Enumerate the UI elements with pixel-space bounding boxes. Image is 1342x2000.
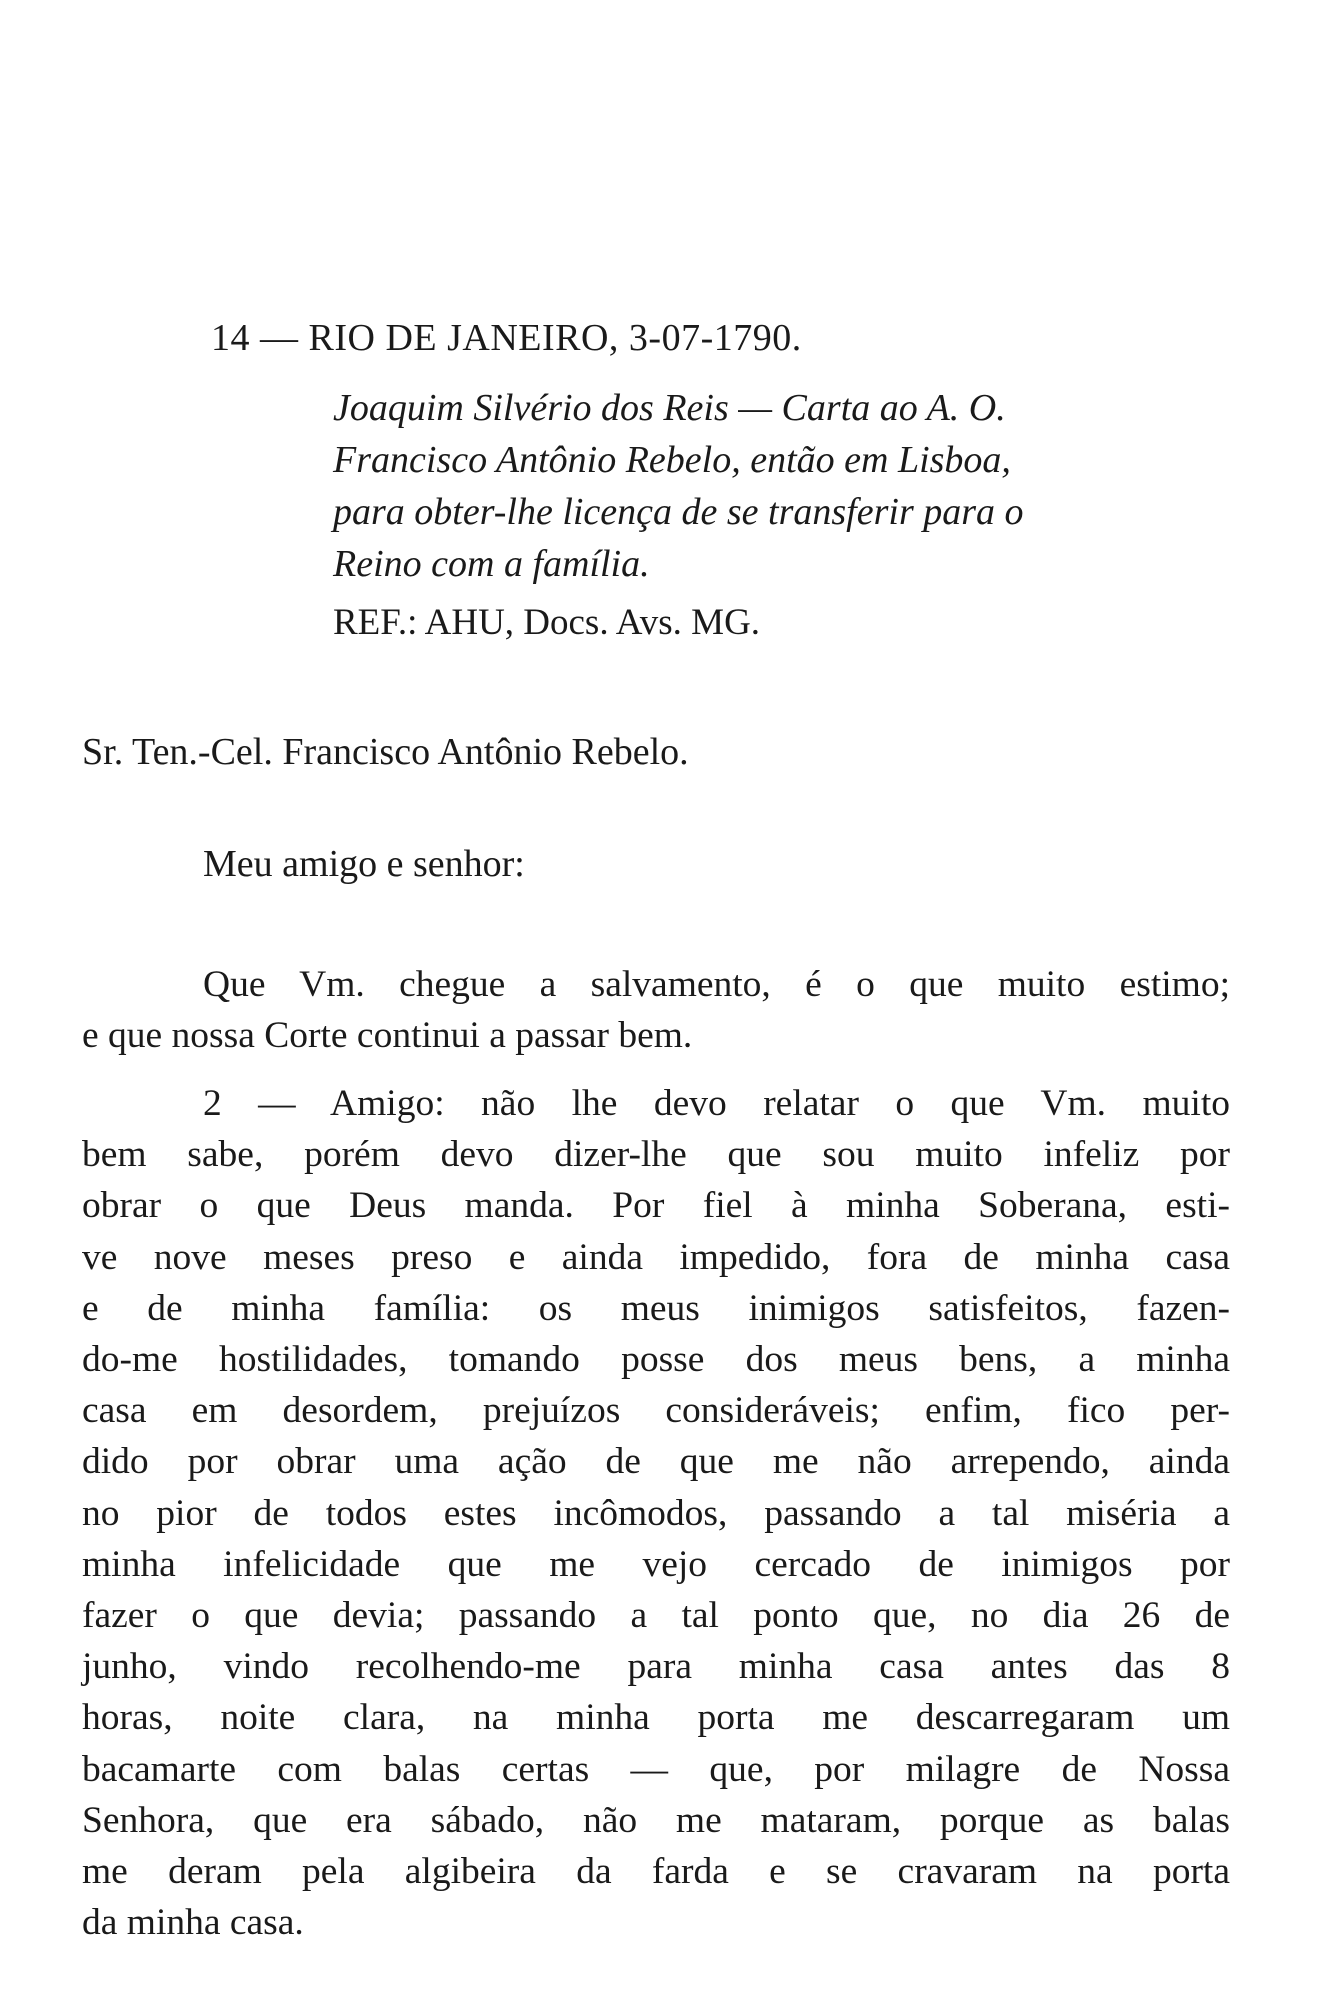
paragraph-line: bem sabe, porém devo dizer-lhe que sou muito infeliz por xyxy=(82,1134,1230,1176)
paragraph-line: dido por obrar uma ação de que me não arrependo, ainda xyxy=(82,1441,1230,1483)
paragraph-line: minha infelicidade que me vejo cercado de inimigos por xyxy=(82,1543,1230,1585)
summary-line: para obter-lhe licença de se transferir para o xyxy=(333,491,1024,533)
paragraph-line: do-me hostilidades, tomando posse dos meus bens, a minha xyxy=(82,1339,1230,1381)
paragraph-line: bacamarte com balas certas — que, por milagre de Nossa xyxy=(82,1748,1230,1790)
paragraph-line: no pior de todos estes incômodos, passando a tal miséria a xyxy=(82,1492,1230,1534)
letter-addressee: Sr. Ten.-Cel. Francisco Antônio Rebelo. xyxy=(82,731,689,773)
paragraph-line: da minha casa. xyxy=(82,1902,304,1944)
paragraph-line: casa em desordem, prejuízos consideráveis; enfim, fico per- xyxy=(82,1390,1230,1432)
paragraph-line: e que nossa Corte continui a passar bem. xyxy=(82,1015,693,1057)
paragraph-line: 2 — Amigo: não lhe devo relatar o que Vm. muito xyxy=(203,1083,1230,1124)
paragraph-line: e de minha família: os meus inimigos satisfeitos, fazen- xyxy=(82,1287,1230,1329)
paragraph-2 xyxy=(82,1078,1230,1948)
summary-line: Joaquim Silvério dos Reis — Carta ao A. O. xyxy=(333,387,1006,429)
document-heading: 14 — RIO DE JANEIRO, 3-07-1790. xyxy=(211,317,802,359)
paragraph-line: Senhora, que era sábado, não me mataram, porque as balas xyxy=(82,1799,1230,1841)
paragraph-1 xyxy=(82,959,1230,1061)
paragraph-line: junho, vindo recolhendo-me para minha casa antes das 8 xyxy=(82,1646,1230,1688)
paragraph-line: ve nove meses preso e ainda impedido, fora de minha casa xyxy=(82,1236,1230,1278)
paragraph-line: fazer o que devia; passando a tal ponto que, no dia 26 de xyxy=(82,1595,1230,1637)
reference-line: REF.: AHU, Docs. Avs. MG. xyxy=(333,602,761,643)
paragraph-line: me deram pela algibeira da farda e se cravaram na porta xyxy=(82,1851,1230,1893)
paragraph-line: horas, noite clara, na minha porta me descarregaram um xyxy=(82,1697,1230,1739)
document-summary xyxy=(333,382,1233,590)
letter-salutation: Meu amigo e senhor: xyxy=(203,843,525,885)
paragraph-line: Que Vm. chegue a salvamento, é o que muito estimo; xyxy=(203,964,1230,1005)
summary-line: Francisco Antônio Rebelo, então em Lisboa, xyxy=(333,439,1011,481)
summary-line: Reino com a família. xyxy=(333,543,650,585)
paragraph-line: obrar o que Deus manda. Por fiel à minha Soberana, esti- xyxy=(82,1185,1230,1227)
